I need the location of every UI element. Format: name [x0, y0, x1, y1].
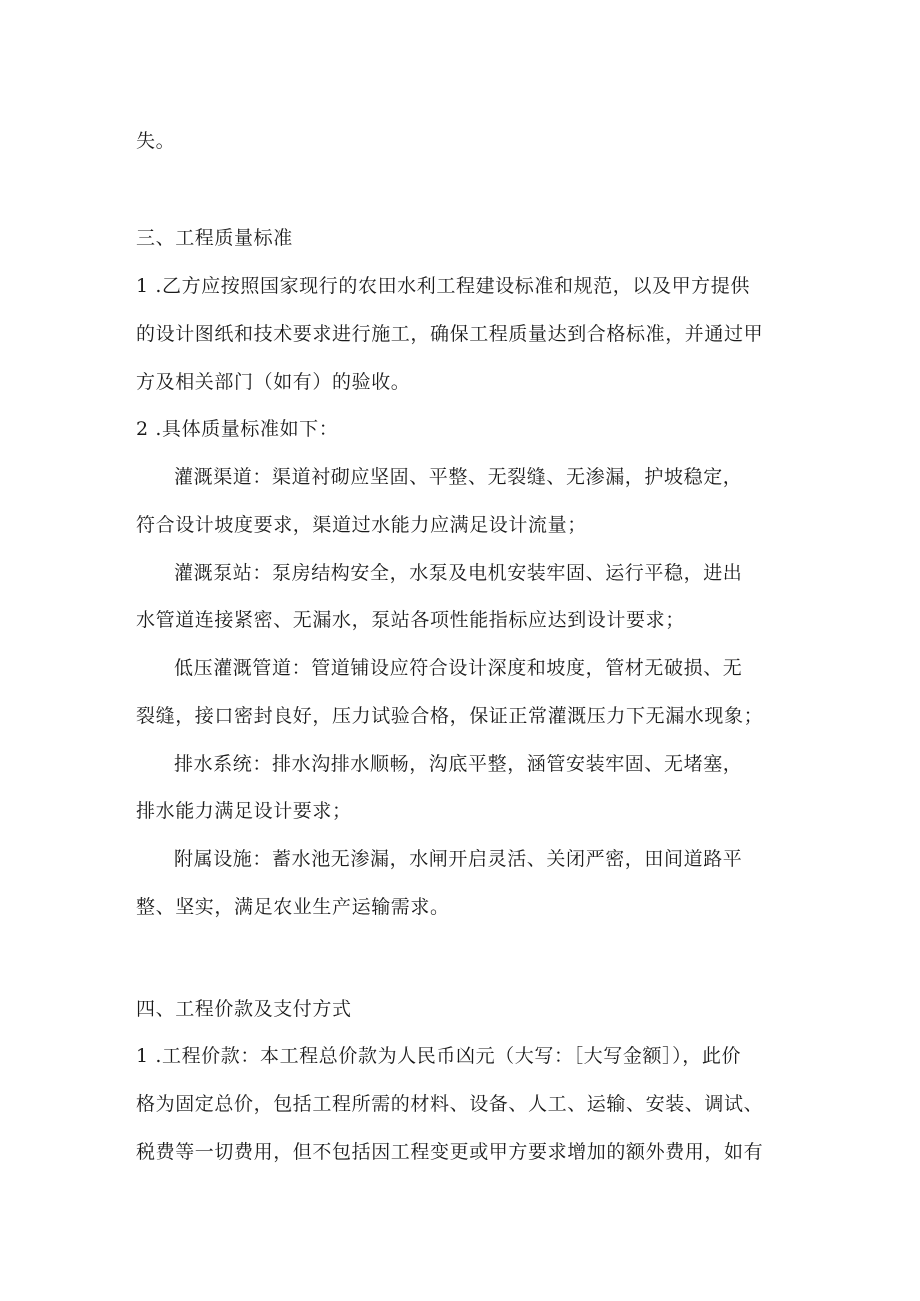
standard-low-pressure-pipe-line-1: 低压灌溉管道：管道铺设应符合设计深度和坡度，管材无破损、无 — [174, 657, 743, 679]
standard-irrigation-canal-line-1: 灌溉渠道：渠道衬砌应坚固、平整、无裂缝、无渗漏，护坡稳定， — [174, 466, 743, 488]
standard-ancillary-line-2: 整、坚实，满足农业生产运输需求。 — [136, 896, 450, 918]
standard-drainage-line-2: 排水能力满足设计要求； — [136, 800, 352, 822]
section-4-item-1-line-3: 税费等一切费用，但不包括因工程变更或甲方要求增加的额外费用，如有 — [136, 1141, 764, 1163]
section-3-item-2-lead: 2 .具体质量标准如下： — [136, 418, 339, 440]
standard-pump-station-line-1: 灌溉泵站：泵房结构安全，水泵及电机安装牢固、运行平稳，进出 — [174, 562, 743, 584]
section-3-heading: 三、工程质量标准 — [136, 227, 293, 249]
standard-low-pressure-pipe-line-2: 裂缝，接口密封良好，压力试验合格，保证正常灌溉压力下无漏水现象； — [136, 705, 764, 727]
standard-drainage-line-1: 排水系统：排水沟排水顺畅，沟底平整，涵管安装牢固、无堵塞， — [174, 753, 743, 775]
section-4-item-1-line-1: 1 .工程价款：本工程总价款为人民币凶元（大写：［大写金额］），此价 — [136, 1045, 742, 1067]
section-3-item-1-line-2: 的设计图纸和技术要求进行施工，确保工程质量达到合格标准，并通过甲 — [136, 323, 764, 345]
section-4-item-1-line-2: 格为固定总价，包括工程所需的材料、设备、人工、运输、安装、调试、 — [136, 1093, 764, 1115]
section-3-item-1-line-3: 方及相关部门（如有）的验收。 — [136, 371, 411, 393]
continued-text-line: 失。 — [136, 130, 176, 152]
standard-irrigation-canal-line-2: 符合设计坡度要求，渠道过水能力应满足设计流量； — [136, 514, 587, 536]
standard-ancillary-line-1: 附属设施：蓄水池无渗漏，水闸开启灵活、关闭严密，田间道路平 — [174, 848, 743, 870]
section-4-heading: 四、工程价款及支付方式 — [136, 998, 352, 1020]
section-3-item-1-line-1: 1 .乙方应按照国家现行的农田水利工程建设标准和规范，以及甲方提供 — [136, 275, 750, 297]
standard-pump-station-line-2: 水管道连接紧密、无漏水，泵站各项性能指标应达到设计要求； — [136, 609, 685, 631]
